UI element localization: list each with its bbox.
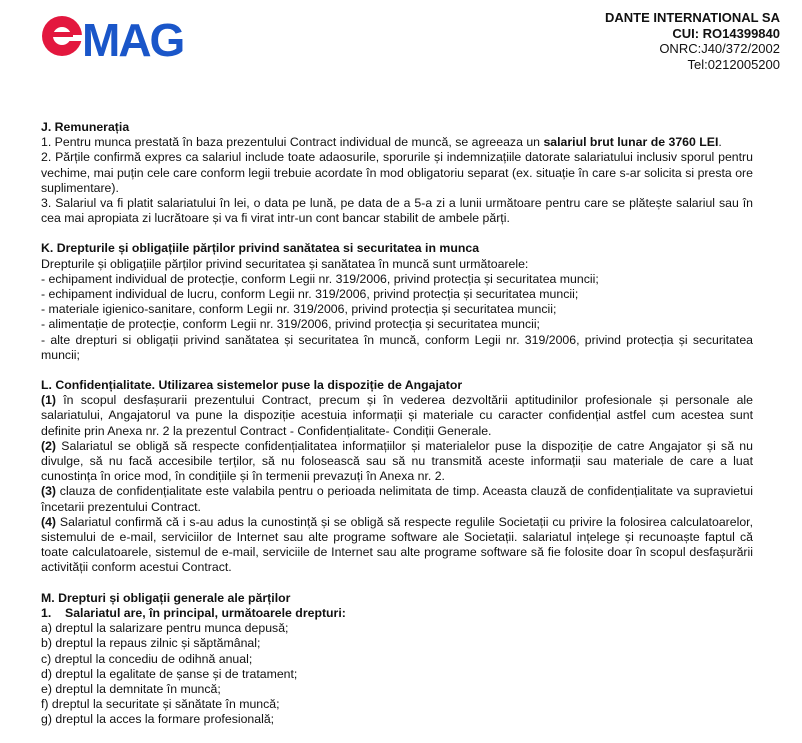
paragraph [41, 135, 753, 150]
company-info [605, 10, 780, 72]
company-cui: CUI: RO14399840 [672, 25, 780, 41]
text: Salariatul se obligă să respecte confidențialitatea informațiilor și materialelor puse la dispoziție de catre Angajator și să nu divulge, să nu facă accesibile terților, să nu folosească sau să nu transmită aceste informații sau materiale de care a luat cunostința în orice mod, în condițiile și în termenii prevazuți în Anexa nr. 2. [41, 438, 753, 484]
list-item: c) dreptul la concediu de odihnă anual; [41, 651, 253, 666]
text: în scopul desfașurarii prezentului Contract, precum și în vederea dezvoltării aptitudinilor profesionale și personale ale salariatului, Angajatorul va pune la dispoziție acestuia informații și materiale cu caracter confidențial astfel cum acestea sunt definite prin Anexa nr. 2 la prezentul Contract - Confidențialitate- Condiții Generale. [41, 393, 753, 438]
list-item: - alimentație de protecție, conform Legii nr. 319/2006, privind protecția și securitatea muncii; [41, 317, 540, 332]
list-item: e) dreptul la demnitate în muncă; [41, 681, 221, 696]
paragraph: Drepturile și obligațiile părților privind securitatea și sanătatea în muncă sunt următoarele: [41, 256, 529, 271]
list-item: - materiale igienico-sanitare, conform Legii nr. 319/2006, privind protecția și securitatea muncii; [41, 302, 557, 317]
section-title: J. Remunerația [41, 120, 130, 134]
subsection-title [41, 606, 753, 621]
subsection-number: 1. [41, 605, 52, 620]
text: Salariatul confirmă că i s-au adus la cunostință și se obligă să respecte regulile Societații cu privire la folosirea calculatoarelor, sistemului de e-mail, serviciilor de Internet sau alte programe software ale Societații. salariatul ințelege și recunoaște faptul că toate calculatoarele, sistemul de e-mail, serviciile de Internet sau alte programe software să fie folosite doar în scopul desfașurării activității conform acestui Contract. [41, 514, 753, 575]
list-item: f) dreptul la securitate și sănătate în muncă; [41, 697, 280, 712]
section-title: L. Confidențialitate. Utilizarea sistemelor puse la dispoziție de Angajator [41, 378, 463, 393]
list-item: - echipament individual de protecție, conform Legii nr. 319/2006, privind protecția și securitatea muncii; [41, 271, 599, 286]
text: clauza de confidențialitate este valabila pentru o perioada nelimitata de timp. Aceasta clauză de confidențialitate va supravietui încetarii prezentului Contract. [41, 484, 753, 514]
paragraph [41, 393, 753, 439]
section-k [41, 241, 753, 363]
list-item: b) dreptul la repaus zilnic și săptămânal; [41, 636, 261, 651]
section-m [41, 591, 753, 728]
text: Salariatul are, în principal, următoarele drepturi: [65, 605, 346, 620]
text: . [718, 135, 722, 150]
paragraph [41, 439, 753, 485]
paragraph-number: (2) [41, 438, 57, 453]
emag-logo [38, 4, 218, 66]
section-title: K. Drepturile și obligațiile părților privind sanătatea si securitatea in munca [41, 241, 480, 256]
salary-amount: salariul brut lunar de 3760 LEI [543, 135, 719, 150]
company-tel: Tel:0212005200 [687, 56, 780, 72]
paragraph-number: (4) [41, 514, 57, 529]
company-onrc: ONRC:J40/372/2002 [659, 41, 780, 56]
paragraph-number: (3) [41, 484, 57, 499]
list-item: - echipament individual de lucru, conform Legii nr. 319/2006, privind protecția și securitatea muncii; [41, 287, 579, 302]
section-j [41, 120, 753, 226]
text: 1. Pentru munca prestată în baza prezentului Contract individual de muncă, se agreeaza un [41, 135, 544, 150]
list-item: g) dreptul la acces la formare profesională; [41, 712, 275, 727]
section-l [41, 378, 753, 576]
paragraph: 3. Salariul va fi platit salariatului în lei, o data pe lună, pe data de a 5-a zi a lunii următoare pentru care se plătește salariul sau în cea mai apropiata zi lucrătoare și va fi virat intr-un cont bancar stabilit de ambele părți. [41, 196, 753, 226]
emag-logo-graphic [38, 4, 218, 66]
list-item: - alte drepturi si obligații privind sanătatea și securitatea în muncă, conform Legii nr. 319/2006, privind protecția și securitatea muncii; [41, 332, 753, 362]
paragraph [41, 515, 753, 576]
paragraph [41, 484, 753, 514]
paragraph-number: (1) [41, 393, 57, 408]
svg-text:MAG: MAG [82, 14, 184, 66]
list-item: d) dreptul la egalitate de șanse și de tratament; [41, 666, 298, 681]
list-item: a) dreptul la salarizare pentru munca depusă; [41, 621, 289, 636]
section-title: M. Drepturi și obligații generale ale părților [41, 590, 291, 605]
paragraph: 2. Părțile confirmă expres ca salariul include toate adaosurile, sporurile și indemnizațiile datorate salariatului inclusiv sporul pentru vechime, mai puțin cele care conform legii trebuie acordate în mod obligatoriu separat (ex. situație în care s-ar solicita si presta ore suplimentare). [41, 150, 753, 195]
document-body [41, 120, 753, 743]
company-name: DANTE INTERNATIONAL SA [604, 10, 780, 25]
